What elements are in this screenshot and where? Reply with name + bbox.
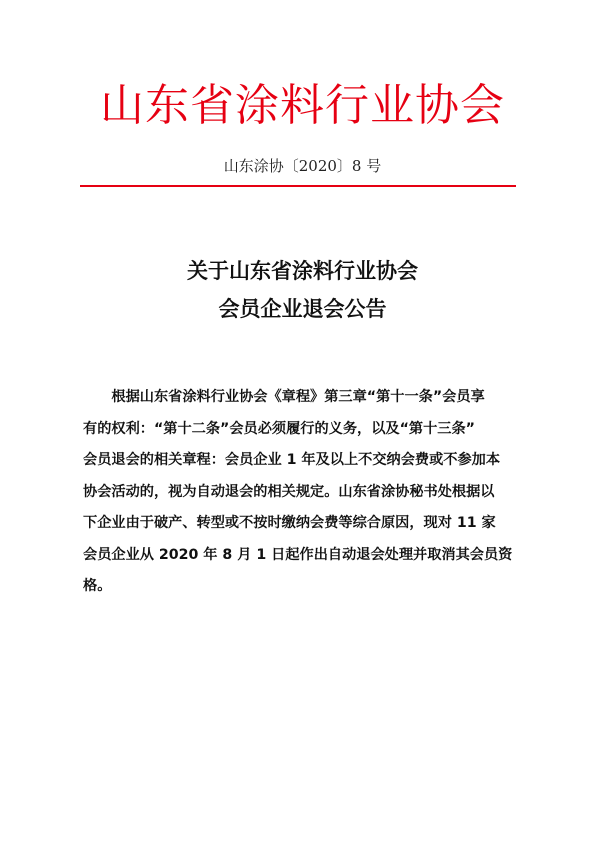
letterhead-divider [80,185,516,187]
letterhead-org-name: 山东省涂料行业协会 [100,80,505,131]
title-line-1: 关于山东省涂料行业协会 [187,259,418,283]
body-line: 根据山东省涂料行业协会《章程》第三章“第十一条”会员享 [83,389,485,405]
body-line: 会员企业从 2020 年 8 月 1 日起作出自动退会处理并取消其会员资 [83,546,513,563]
title-line-2: 会员企业退会公告 [218,297,387,321]
body-line: 有的权利：“第十二条”会员必须履行的义务，以及“第十三条” [83,420,475,437]
body-line: 下企业由于破产、转型或不按时缴纳会费等综合原因，现对 11 家 [83,515,496,531]
announcement-body [83,382,527,603]
body-line: 格。 [83,578,112,594]
body-line: 会员退会的相关章程：会员企业 1 年及以上不交纳会费或不参加本 [83,452,501,468]
body-line: 协会活动的，视为自动退会的相关规定。山东省涂协秘书处根据以 [83,483,495,500]
document-title [0,252,605,328]
document-number: 山东涂协〔2020〕8 号 [223,157,382,175]
